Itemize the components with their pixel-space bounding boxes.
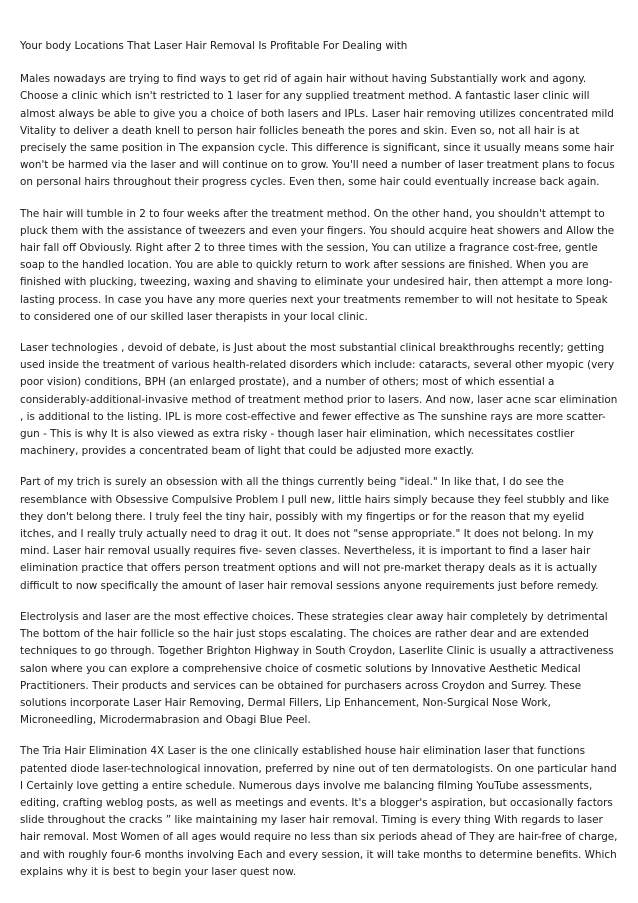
paragraph: The hair will tumble in 2 to four weeks after the treatment method. On the other hand, you shouldn't attempt to pluck them with the assistance of tweezers and even your fingers. You should acquire heat showers and Allow the hair fall off Obviously. Right after 2 to three times with the session, You can utilize a fragrance cost-free, gentle soap to the handled location. You are able to quickly return to work after sessions are finished. When you are finished with plucking, tweezing, waxing and shaving to eliminate your undesired hair, then attempt a more long-lasting process. In case you have any more queries next your treatments remember to will not hesitate to Speak to considered one of our skilled laser therapists in your local clinic.: [20, 207, 615, 323]
paragraph: Part of my trich is surely an obsession with all the things currently being "ideal." In like that, I do see the resemblance with Obsessive Compulsive Problem I pull new, little hairs simply because they feel stubbly and like they don't belong there. I truly feel the tiny hair, possibly with my fingertips or for the reason that my eyelid itches, and I really truly actually need to drag it out. It does not "sense appropriate." It does not belong. In my mind. Laser hair removal usually requires five- seven classes. Nevertheless, it is important to find a laser hair elimination practice that offers person treatment options and will not pre-market therapy deals as it is actually difficult to now specifically the amount of laser hair removal sessions anyone requirements just before remedy.: [20, 476, 609, 592]
document-page: [20, 38, 618, 895]
paragraph: Males nowadays are trying to find ways to get rid of again hair without having Substantially work and agony. Choose a clinic which isn't restricted to 1 laser for any supplied treatment method. A fantastic laser clinic will almost always be able to give you a choice of both lasers and IPLs. Laser hair removing utilizes concentrated mild Vitality to deliver a death knell to person hair follicles beneath the pores and skin. Even so, not all hair is at precisely the same position in The expansion cycle. This difference is significant, since it usually means some hair won't be harmed via the laser and will continue on to grow. You'll need a number of laser treatment plans to focus on personal hairs throughout their progress cycles. Even then, some hair could eventually increase back again.: [20, 73, 615, 189]
paragraph: Electrolysis and laser are the most effective choices. These strategies clear away hair completely by detrimental The bottom of the hair follicle so the hair just stops escalating. The choices are rather dear and are extended techniques to go through. Together Brighton Highway in South Croydon, Laserlite Clinic is usually a attractiveness salon where you can explore a comprehensive choice of cosmetic solutions by Innovative Aesthetic Medical Practitioners. Their products and services can be obtained for purchasers across Croydon and Surrey. These solutions incorporate Laser Hair Removing, Dermal Fillers, Lip Enhancement, Non-Surgical Nose Work, Microneedling, Microdermabrasion and Obagi Blue Peel.: [20, 610, 614, 727]
paragraph: The Tria Hair Elimination 4X Laser is the one clinically established house hair elimination laser that functions patented diode laser-technological innovation, preferred by nine out of ten dermatologists. On one particular hand I Certainly love getting a entire schedule. Numerous days involve me balancing filming YouTube assessments, editing, crafting weblog posts, as well as meetings and events. It's a blogger's aspiration, but occasionally factors slide throughout the cracks ” like maintaining my laser hair removal. Timing is every thing With regards to laser hair removal. Most Women of all ages would require no less than six periods ahead of They are hair-free of charge, and with roughly four-6 months involving Each and every session, it will take months to determine benefits. Which explains why it is best to begin your laser quest now.: [20, 745, 618, 878]
document-title: Your body Locations That Laser Hair Removal Is Profitable For Dealing with: [20, 40, 408, 52]
paragraph: Laser technologies , devoid of debate, is Just about the most substantial clinical breakthroughs recently; getting used inside the treatment of various health-related disorders which include: cataracts, several other myopic (very poor vision) conditions, BPH (an enlarged prostate), and a number of others; most of which essential a considerably-additional-invasive method of treatment method prior to lasers. And now, laser acne scar elimination , is additional to the listing. IPL is more cost-effective and fewer effective as The sunshine rays are more scatter-gun - This is why It is also viewed as extra risky - though laser hair elimination, which necessitates costlier machinery, provides a concentrated beam of light that could be adjusted more exactly.: [20, 342, 618, 458]
